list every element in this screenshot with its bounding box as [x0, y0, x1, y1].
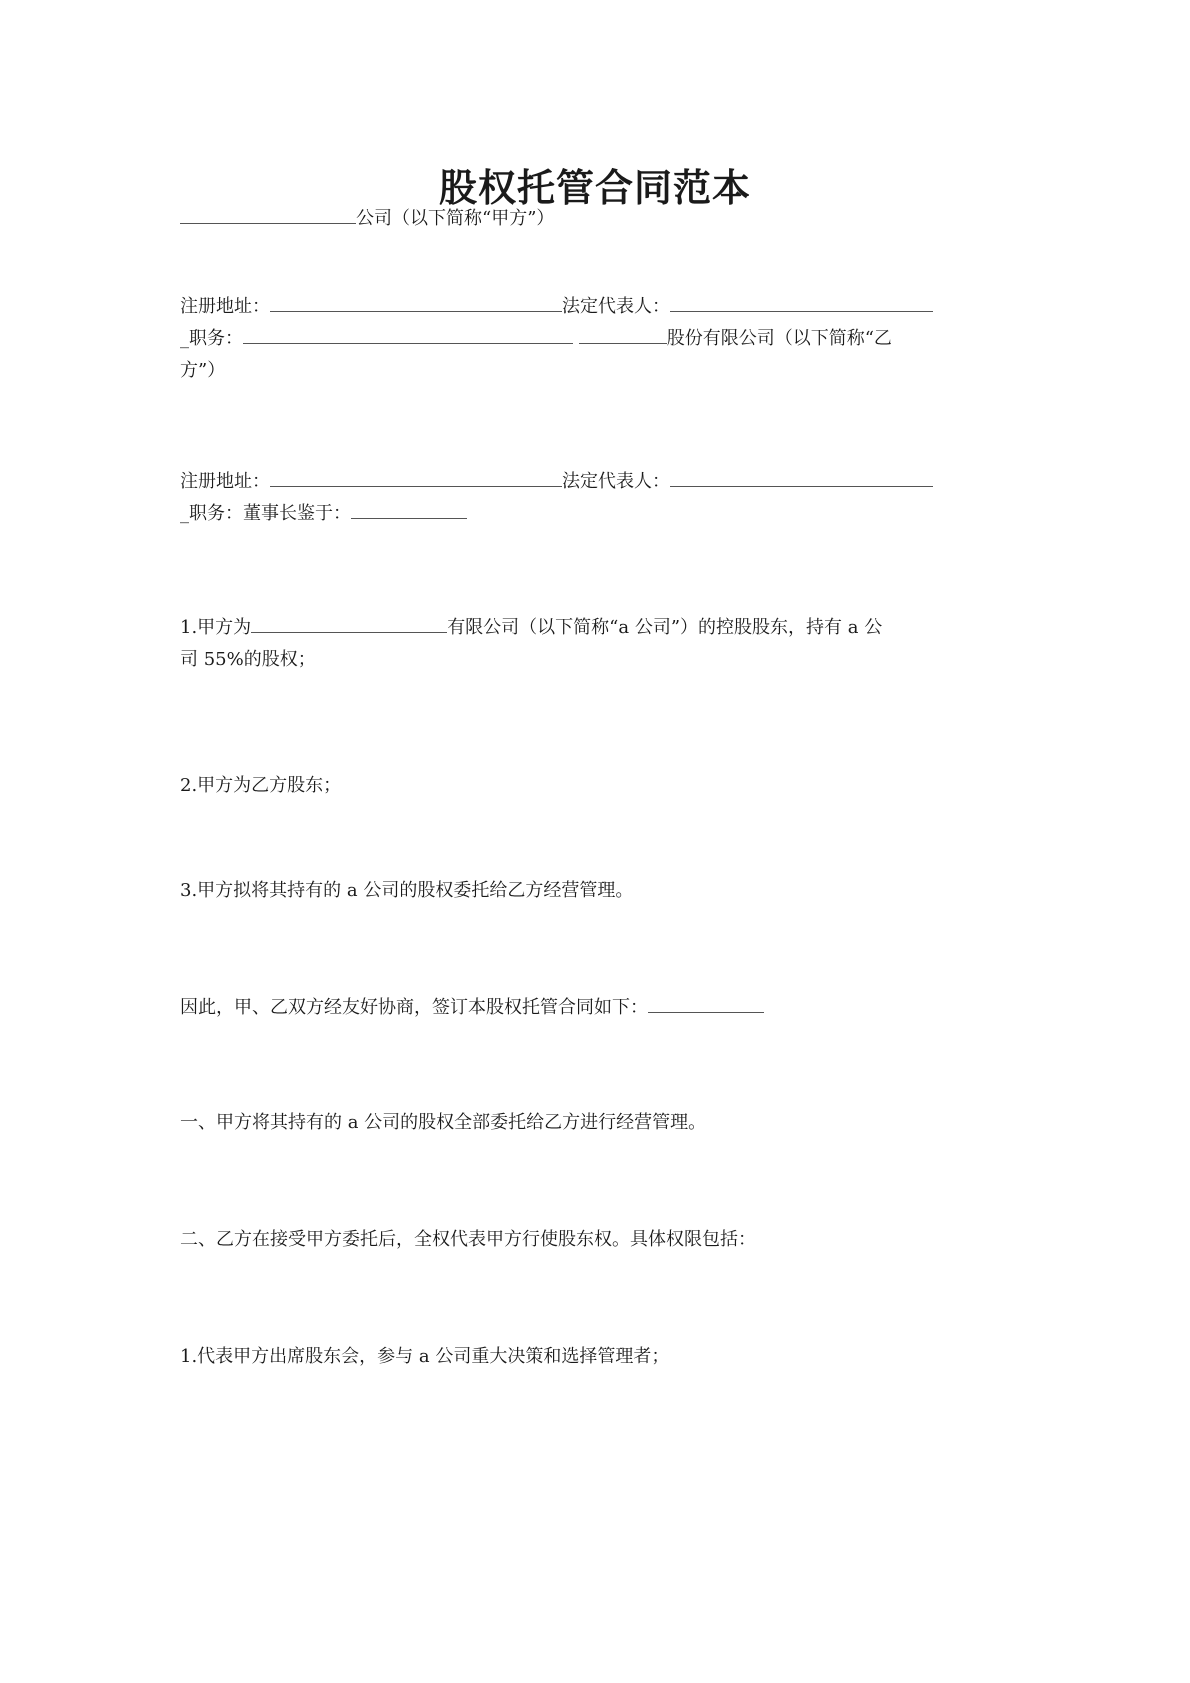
clause-2-item-1: 1.代表甲方出席股东会，参与 a 公司重大决策和选择管理者； [180, 1346, 670, 1367]
recital-1-company-blank[interactable] [251, 614, 447, 633]
party-b-rep-blank[interactable] [670, 468, 933, 487]
party-a-suffix: 公司（以下简称“甲方”） [356, 208, 555, 229]
party-a-details [180, 291, 1015, 387]
clause-2: 二、乙方在接受甲方委托后，全权代表甲方行使股东权。具体权限包括： [180, 1229, 756, 1250]
party-a-address-blank[interactable] [270, 293, 562, 312]
party-b-details [180, 466, 1015, 530]
party-b-name-blank[interactable] [579, 325, 667, 344]
party-a-position-label: _职务： [180, 328, 243, 349]
party-b-address-label: 注册地址： [180, 471, 270, 492]
party-a-rep-label: 法定代表人： [562, 296, 670, 317]
recital-3: 3.甲方拟将其持有的 a 公司的股权委托给乙方经营管理。 [180, 880, 634, 901]
party-b-rep-label: 法定代表人： [562, 471, 670, 492]
party-b-intro-end: 方”） [180, 360, 226, 381]
party-a-line [180, 203, 1015, 235]
agreement-intro-blank[interactable] [648, 994, 764, 1013]
party-b-address-blank[interactable] [270, 468, 562, 487]
recital-1-suffix: 有限公司（以下简称“a 公司”）的控股股东，持有 a 公 [447, 617, 883, 638]
party-b-position-line: _职务：董事长鉴于： [180, 503, 351, 524]
recital-1 [180, 612, 1015, 676]
party-a-name-blank[interactable] [180, 205, 356, 224]
party-a-address-label: 注册地址： [180, 296, 270, 317]
party-a-position-blank[interactable] [243, 325, 573, 344]
recital-2: 2.甲方为乙方股东； [180, 775, 342, 796]
recital-1-prefix: 1.甲方为 [180, 617, 252, 638]
party-b-intro: 股份有限公司（以下简称“乙 [666, 328, 892, 349]
recital-1-cont: 司 55%的股权； [180, 649, 316, 670]
agreement-intro [180, 992, 1015, 1024]
clause-1: 一、甲方将其持有的 a 公司的股权全部委托给乙方进行经营管理。 [180, 1112, 707, 1133]
party-a-rep-blank[interactable] [670, 293, 933, 312]
agreement-intro-text: 因此，甲、乙双方经友好协商，签订本股权托管合同如下： [180, 997, 648, 1018]
document-title: 股权托管合同范本 [438, 166, 751, 210]
recital-date-blank[interactable] [351, 500, 467, 519]
